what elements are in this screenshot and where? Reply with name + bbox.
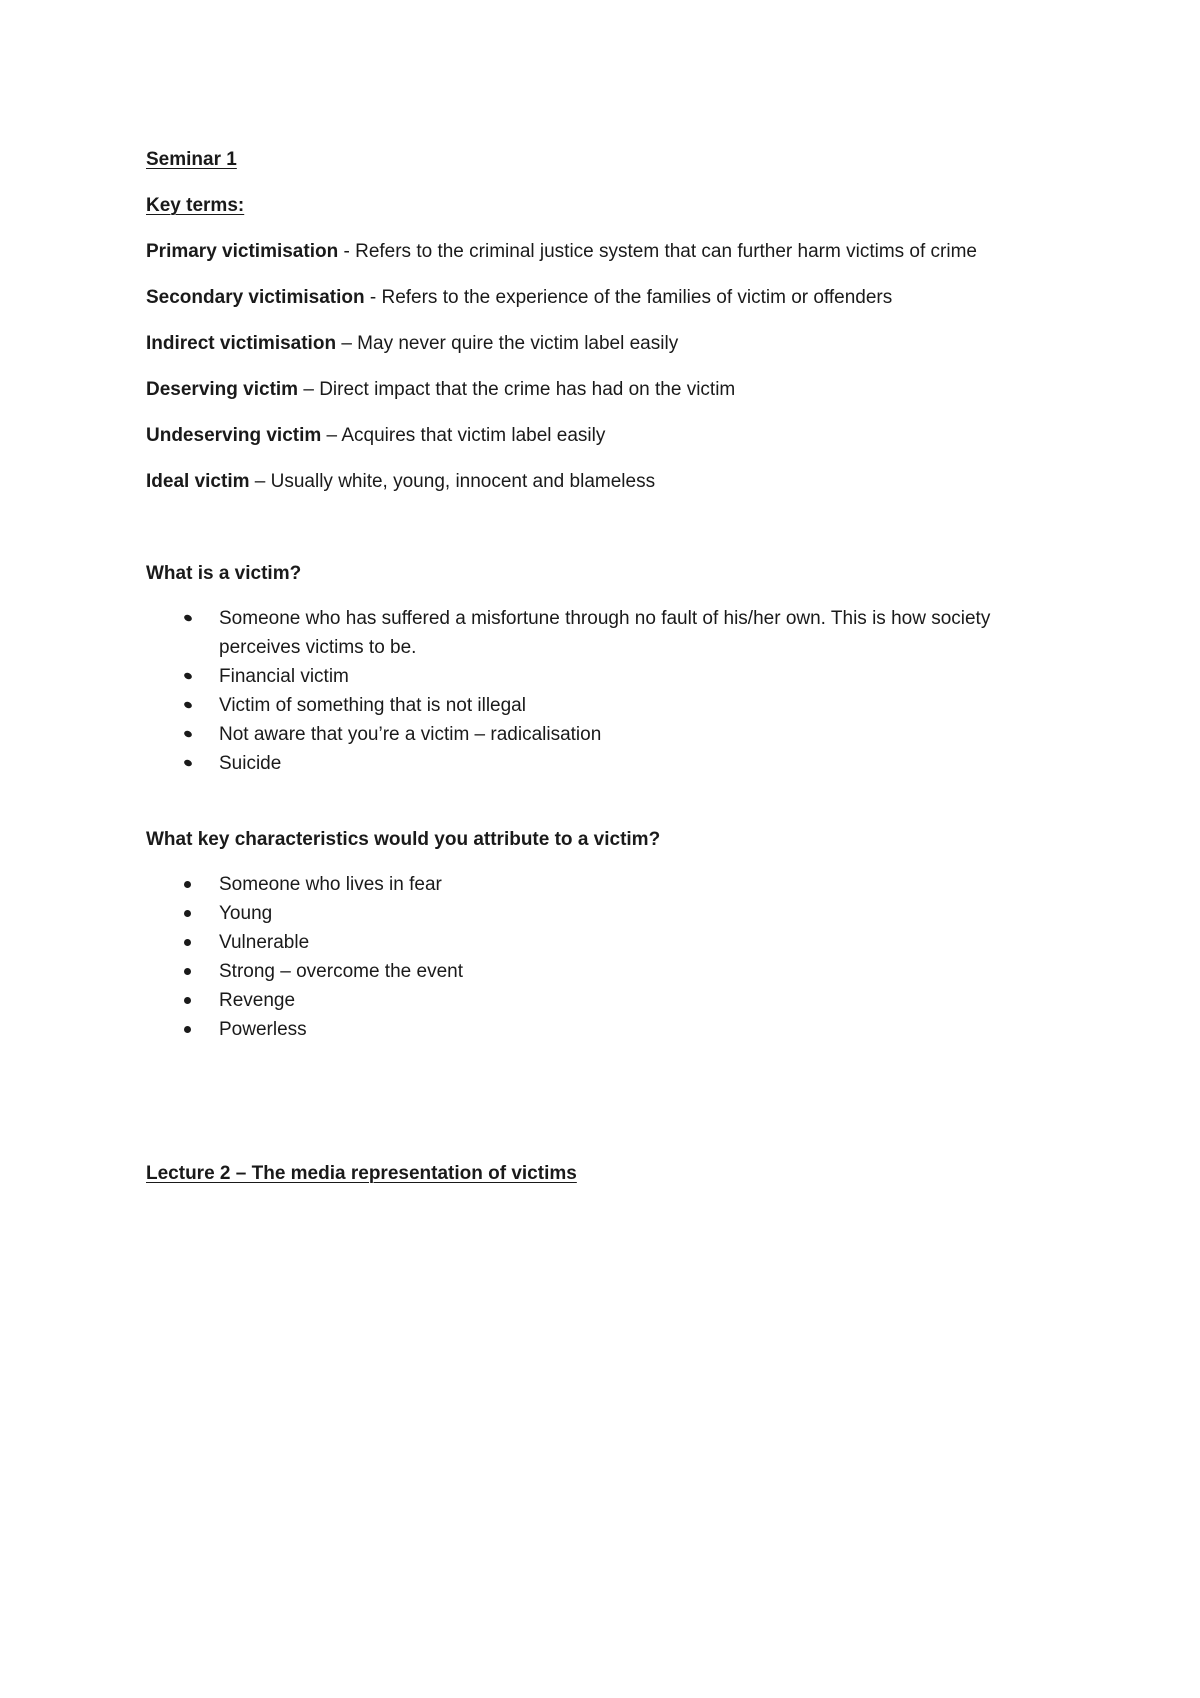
- victim-definition-list: [146, 604, 1119, 778]
- list-item-text: Suicide: [219, 753, 282, 774]
- list-item: [146, 720, 1119, 749]
- term-name: Ideal victim: [146, 471, 250, 492]
- bullet-icon: [184, 968, 191, 975]
- term-definition: Usually white, young, innocent and blameless: [270, 471, 656, 492]
- lecture-heading: Lecture 2 – The media representation of victims: [146, 1163, 577, 1184]
- bullet-icon: [183, 672, 193, 681]
- term-row: [146, 424, 605, 448]
- term-definition: Refers to the experience of the families of victim or offenders: [381, 287, 893, 308]
- list-item: [146, 604, 1119, 662]
- term-separator: -: [364, 287, 382, 308]
- list-item: [146, 928, 1119, 957]
- victim-characteristics-list: [146, 870, 1119, 1044]
- bullet-icon: [184, 881, 191, 888]
- bullet-icon: [184, 939, 191, 946]
- term-definition: May never quire the victim label easily: [357, 333, 679, 354]
- list-item: [146, 899, 1119, 928]
- term-row: [146, 240, 977, 264]
- term-name: Deserving victim: [146, 379, 299, 400]
- list-item: [146, 749, 1119, 778]
- bullet-icon: [183, 701, 193, 710]
- list-item-text: Someone who has suffered a misfortune through no fault of his/her own. This is how society: [219, 608, 991, 629]
- term-definition: Acquires that victim label easily: [341, 425, 606, 446]
- list-item-text: Victim of something that is not illegal: [219, 695, 526, 716]
- term-separator: –: [298, 379, 320, 400]
- list-item: [146, 986, 1119, 1015]
- question-heading-key-characteristics: What key characteristics would you attribute to a victim?: [146, 829, 661, 850]
- bullet-icon: [184, 997, 191, 1004]
- list-item-continuation: perceives victims to be.: [219, 637, 417, 658]
- list-item-text: Strong – overcome the event: [219, 961, 463, 982]
- question-heading-what-is-victim: What is a victim?: [146, 563, 302, 584]
- bullet-icon: [183, 614, 193, 623]
- term-separator: –: [336, 333, 358, 354]
- term-row: [146, 378, 735, 402]
- bullet-icon: [183, 730, 193, 739]
- term-row: [146, 286, 892, 310]
- term-separator: -: [338, 241, 356, 262]
- term-definition: Direct impact that the crime has had on the victim: [319, 379, 736, 400]
- bullet-icon: [184, 910, 191, 917]
- list-item-text: Powerless: [219, 1019, 307, 1040]
- term-row: [146, 332, 678, 356]
- bullet-icon: [183, 759, 193, 768]
- term-definition: Refers to the criminal justice system that can further harm victims of crime: [355, 241, 978, 262]
- term-name: Indirect victimisation: [146, 333, 337, 354]
- bullet-icon: [184, 1026, 191, 1033]
- term-separator: –: [249, 471, 271, 492]
- seminar-heading: Seminar 1: [146, 149, 237, 170]
- key-terms-heading: Key terms:: [146, 195, 245, 216]
- list-item-text: Revenge: [219, 990, 296, 1011]
- term-separator: –: [321, 425, 342, 446]
- term-name: Undeserving victim: [146, 425, 322, 446]
- term-name: Secondary victimisation: [146, 287, 365, 308]
- list-item: [146, 957, 1119, 986]
- list-item-text: Young: [219, 903, 273, 924]
- term-row: [146, 470, 655, 494]
- list-item-text: Financial victim: [219, 666, 349, 687]
- list-item-text: Vulnerable: [219, 932, 310, 953]
- list-item-text: Not aware that you’re a victim – radicalisation: [219, 724, 602, 745]
- list-item: [146, 870, 1119, 899]
- list-item: [146, 1015, 1119, 1044]
- list-item: [146, 691, 1119, 720]
- term-name: Primary victimisation: [146, 241, 339, 262]
- list-item-text: Someone who lives in fear: [219, 874, 442, 895]
- list-item: [146, 662, 1119, 691]
